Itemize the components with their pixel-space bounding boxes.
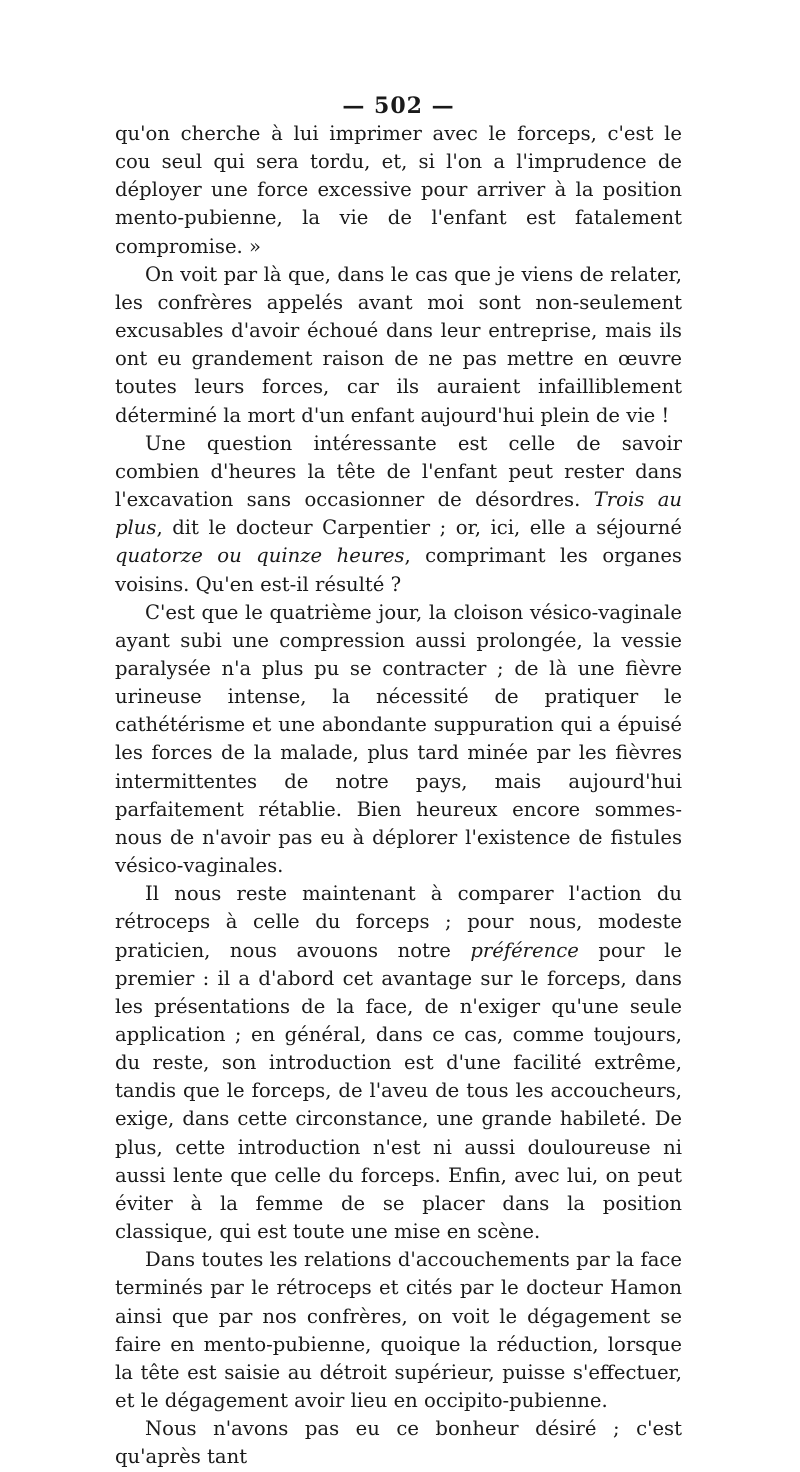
text-run: Il nous reste maintenant à comparer l'action du rétroceps à celle du forceps ; pour nous, modeste praticien, nous avouons notre	[115, 882, 682, 962]
text-run: qu'on cherche à lui imprimer avec le forceps, c'est le cou seul qui sera tordu, et, si l'on a l'imprudence de déployer une force excessive pour arriver à la position mento-pubienne, la vie de l'enfant est fatalement compromise. »	[115, 122, 682, 258]
paragraph	[115, 261, 682, 430]
italic-phrase: Trois au plus	[115, 488, 682, 540]
text-run: Dans toutes les relations d'accouchements par la face terminés par le rétroceps et cités par le docteur Hamon ainsi que par nos confrères, on voit le dégagement se faire en mento-pubienne, quoique la réduction, lorsque la tête est saisie au détroit supérieur, puisse s'effectuer, et le dégagement avoir lieu en occipito-pubienne.	[115, 1248, 682, 1413]
page-number: — 502 —	[342, 93, 455, 119]
text-run: On voit par là que, dans le cas que je viens de relater, les confrères appelés avant moi sont non-seulement excusables d'avoir échoué dans leur entreprise, mais ils ont eu grandement raison de ne pas mettre en œuvre toutes leurs forces, car ils auraient infailliblement déterminé la mort d'un enfant aujourd'hui plein de vie !	[115, 262, 682, 427]
paragraph	[115, 430, 682, 599]
text-run: C'est que le quatrième jour, la cloison vésico-vaginale ayant subi une compression aussi prolongée, la vessie paralysée n'a plus pu se contracter ; de là une fièvre urineuse intense, la nécessité de pratiquer le cathétérisme et une abondante suppuration qui a épuisé les forces de la malade, plus tard minée par les fièvres intermittentes de notre pays, mais aujourd'hui parfaitement rétablie. Bien heureux encore sommes-nous de n'avoir pas eu à déplorer l'existence de fistules vésico-vaginales.	[115, 600, 682, 878]
text-run: Une question intéressante est celle de savoir combien d'heures la tête de l'enfant peut rester dans l'excavation sans occasionner de désordres.	[115, 431, 682, 512]
page-body-text	[115, 120, 682, 1472]
paragraph	[115, 1415, 682, 1471]
italic-phrase: préférence	[470, 938, 579, 962]
text-run: Nous n'avons pas eu ce bonheur désiré ; c'est qu'après tant	[115, 1417, 682, 1469]
text-run: , comprimant les organes voisins. Qu'en est-il résulté ?	[115, 544, 682, 596]
text-run: pour le premier : il a d'abord cet avantage sur le forceps, dans les présentations de la face, de n'exiger qu'une seule application ; en général, dans ce cas, comme toujours, du reste, son introduction est d'une facilité extrême, tandis que le forceps, de l'aveu de tous les accoucheurs, exige, dans cette circonstance, une grande habileté. De plus, cette introduction n'est ni aussi douloureuse ni aussi lente que celle du forceps. Enfin, avec lui, on peut éviter à la femme de se placer dans la position classique, qui est toute une mise en scène.	[115, 938, 682, 1244]
paragraph	[115, 880, 682, 1246]
text-run: , dit le docteur Carpentier ; or, ici, elle a séjourné	[156, 516, 682, 540]
paragraph	[115, 1246, 682, 1415]
paragraph	[115, 120, 682, 261]
paragraph	[115, 599, 682, 881]
italic-phrase: quatorze ou quinze heures	[115, 544, 405, 568]
